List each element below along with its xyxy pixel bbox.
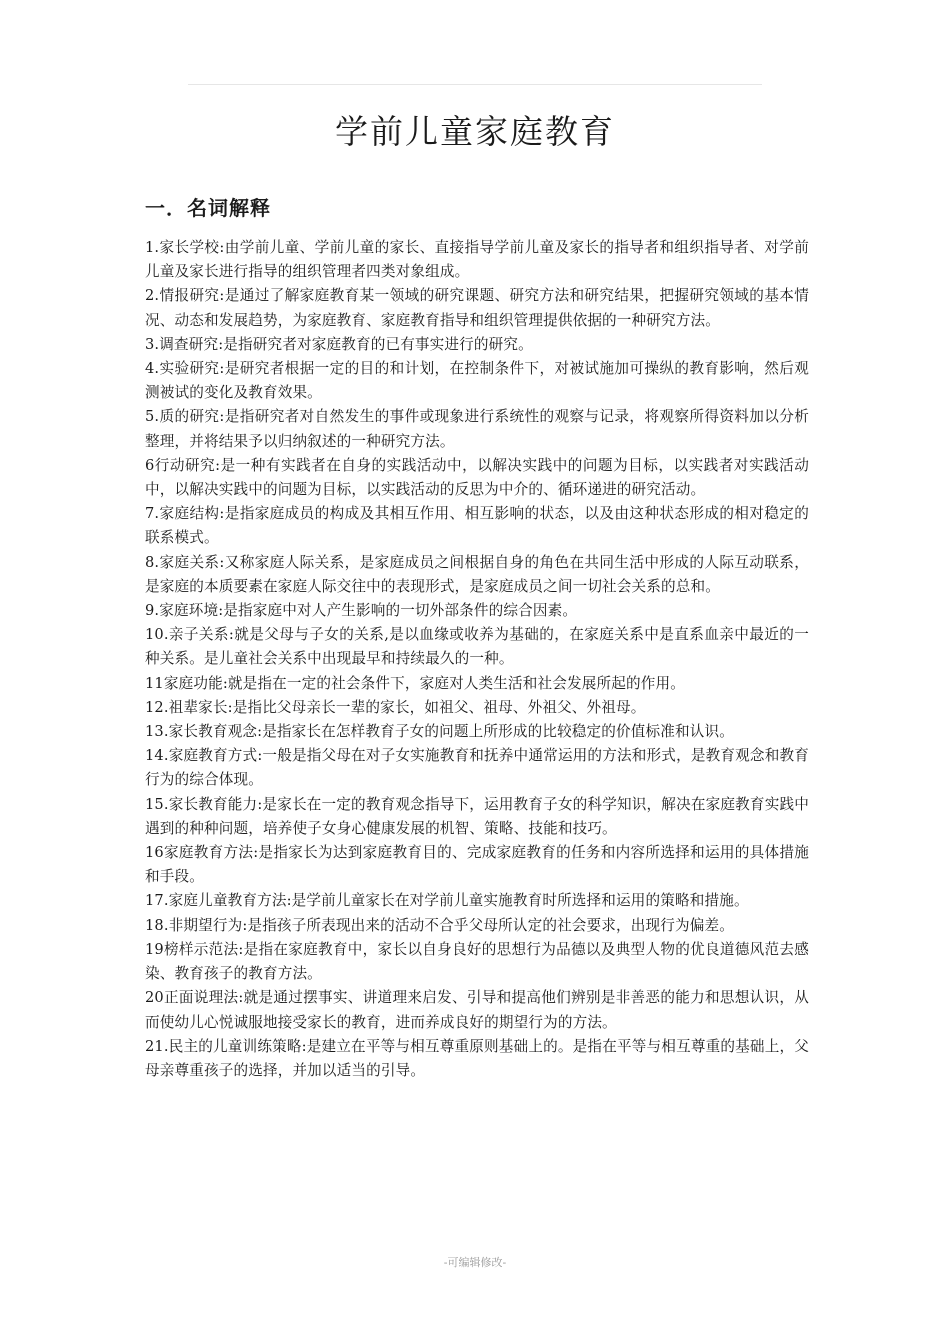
definition-entry-16: 16家庭教育方法:是指家长为达到家庭教育目的、完成家庭教育的任务和内容所选择和运用的具体措施和手段。	[145, 844, 809, 886]
definition-entry-7: 7.家庭结构:是指家庭成员的构成及其相互作用、相互影响的状态，以及由这种状态形成的相对稳定的联系模式。	[145, 505, 809, 547]
definition-entry-10: 10.亲子关系:就是父母与子女的关系,是以血缘或收养为基础的，在家庭关系中是直系血亲中最近的一种关系。是儿童社会关系中出现最早和持续最久的一种。	[145, 626, 809, 668]
definition-entry-20: 20正面说理法:就是通过摆事实、讲道理来启发、引导和提高他们辨别是非善恶的能力和思想认识，从而使幼儿心悦诚服地接受家长的教育，进而养成良好的期望行为的方法。	[145, 989, 809, 1031]
page-footer: -可编辑修改-	[443, 1256, 507, 1269]
definition-entry-17: 17.家庭儿童教育方法:是学前儿童家长在对学前儿童实施教育时所选择和运用的策略和措施。	[145, 892, 749, 910]
definition-entry-1: 1.家长学校:由学前儿童、学前儿童的家长、直接指导学前儿童及家长的指导者和组织指导者、对学前儿童及家长进行指导的组织管理者四类对象组成。	[145, 239, 809, 281]
definition-entry-8: 8.家庭关系:又称家庭人际关系，是家庭成员之间根据自身的角色在共同生活中形成的人际互动联系，是家庭的本质要素在家庭人际交往中的表现形式，是家庭成员之间一切社会关系的总和。	[145, 553, 809, 595]
header-rule	[188, 84, 762, 85]
definition-entry-5: 5.质的研究:是指研究者对自然发生的事件或现象进行系统性的观察与记录，将观察所得资料加以分析整理，并将结果予以归纳叙述的一种研究方法。	[145, 408, 809, 450]
definition-entry-14: 14.家庭教育方式:一般是指父母在对子女实施教育和抚养中通常运用的方法和形式，是教育观念和教育行为的综合体现。	[145, 747, 809, 789]
definition-entry-4: 4.实验研究:是研究者根据一定的目的和计划，在控制条件下，对被试施加可操纵的教育影响，然后观测被试的变化及教育效果。	[145, 360, 809, 402]
definition-entry-18: 18.非期望行为:是指孩子所表现出来的活动不合乎父母所认定的社会要求，出现行为偏差。	[145, 916, 734, 934]
definition-entry-9: 9.家庭环境:是指家庭中对人产生影响的一切外部条件的综合因素。	[145, 602, 578, 620]
definition-entry-6: 6行动研究:是一种有实践者在自身的实践活动中，以解决实践中的问题为目标，以实践者对实践活动中，以解决实践中的问题为目标，以实践活动的反思为中介的、循环递进的研究活动。	[145, 456, 809, 499]
definition-entry-15: 15.家长教育能力:是家长在一定的教育观念指导下，运用教育子女的科学知识，解决在家庭教育实践中遇到的种种问题，培养使子女身心健康发展的机智、策略、技能和技巧。	[145, 795, 809, 837]
definition-list	[145, 236, 809, 1083]
definition-entry-11: 11家庭功能:就是指在一定的社会条件下，家庭对人类生活和社会发展所起的作用。	[145, 674, 685, 692]
section-heading: 一．名词解释	[145, 196, 271, 220]
definition-entry-19: 19榜样示范法:是指在家庭教育中，家长以自身良好的思想行为品德以及典型人物的优良道德风范去感染、教育孩子的教育方法。	[145, 940, 809, 983]
definition-entry-21: 21.民主的儿童训练策略:是建立在平等与相互尊重原则基础上的。是指在平等与相互尊重的基础上，父母亲尊重孩子的选择，并加以适当的引导。	[145, 1037, 809, 1079]
document-title: 学前儿童家庭教育	[335, 112, 615, 151]
definition-entry-3: 3.调查研究:是指研究者对家庭教育的已有事实进行的研究。	[145, 335, 533, 353]
definition-entry-13: 13.家长教育观念:是指家长在怎样教育子女的问题上所形成的比较稳定的价值标准和认识。	[145, 723, 734, 741]
definition-entry-12: 12.祖辈家长:是指比父母亲长一辈的家长，如祖父、祖母、外祖父、外祖母。	[145, 698, 646, 716]
definition-entry-2: 2.情报研究:是通过了解家庭教育某一领域的研究课题、研究方法和研究结果，把握研究领域的基本情况、动态和发展趋势，为家庭教育、家庭教育指导和组织管理提供依据的一种研究方法。	[145, 287, 809, 329]
